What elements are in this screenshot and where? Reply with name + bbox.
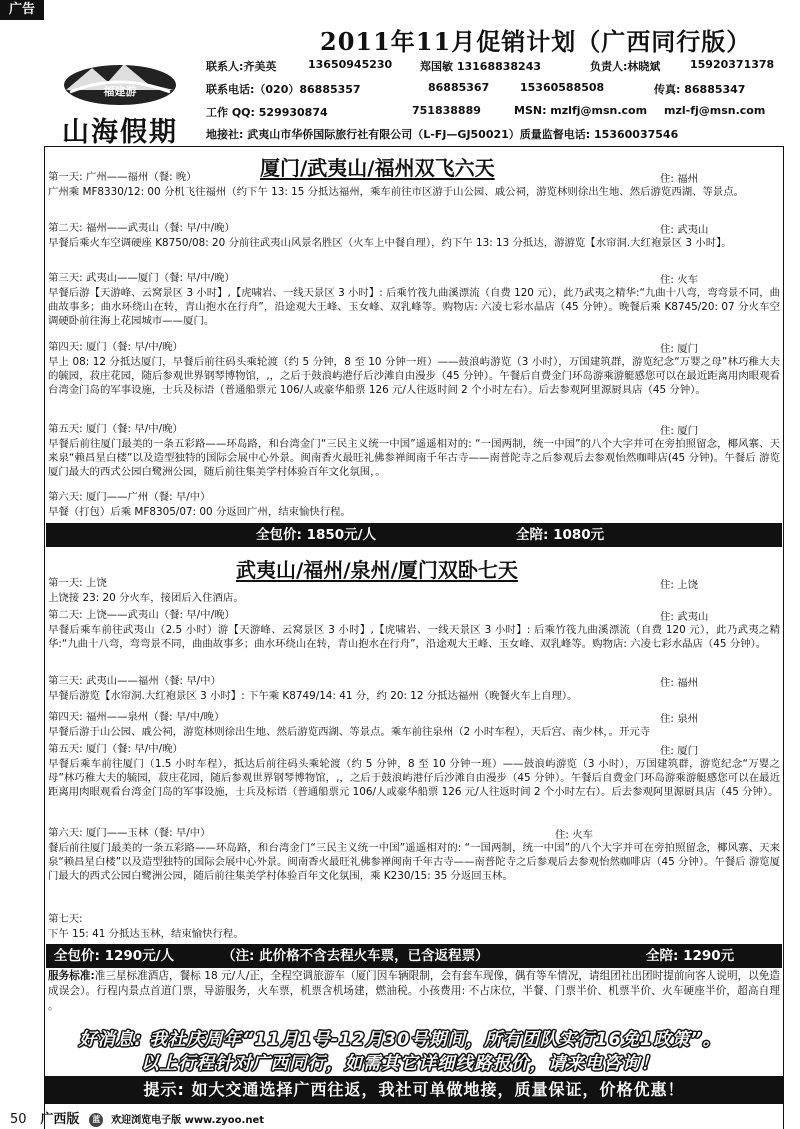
route1-price-bar xyxy=(46,523,782,547)
route1-day2-text: 早餐后乘火车空调硬座 K8750/08: 20 分前往武夷山风景名胜区（火车上中餐自理），约下午 13: 13 分抵达，游游览【水帘洞.大红袍景区 3 小时】。 xyxy=(48,237,732,249)
page-header xyxy=(0,0,800,146)
manager: 负责人:林晓斌 xyxy=(590,60,661,73)
route1-day3-stay: 住: 火车 xyxy=(660,274,698,286)
logo xyxy=(44,58,196,148)
route2-day4-stay: 住: 泉州 xyxy=(660,713,698,725)
route1-day5-text: 早餐后前往厦门最美的一条五彩路——环岛路，和台湾金门“三民主义统一中国”遥遥相对的: “一国两制，统一中国”的八个大字并可在旁拍照留念，椰风寨、天来泉“赖昌星白楼”以及造型独特的国际会展中心外景。闽南香火最旺礼佛参禅闽南千年古寺——南普陀寺之后参观后去参观怡然咖啡店(45 分钟)。午餐后 游览厦门最大的西式公园白鹭洲公园，随后前往集美学村体验百年文化氛围，。 xyxy=(48,438,780,479)
service-text: 准三星标准酒店，餐标 18 元/人/正，全程空调旅游车（厦门因车辆限制，会有套车现像，偶有等车情况，请组团社出团时提前向客人说明，以免造成误会）。行程内景点首道门票，导游服务，火车票，机票含机场建，燃油税。小孩费用: 不占床位，半餐、门票半价、机票半价、火车硬座半价，超高自理 。 xyxy=(48,970,780,1012)
route2-day5-heading: 第五天: 厦门（餐: 早/中/晚） xyxy=(48,743,183,755)
route1-day3-text: 早餐后游【天游峰、云窝景区 3 小时】,【虎啸岩、一线天景区 3 小时】: 后乘竹筏九曲溪漂流（自费 120 元），此乃武夷之精华:“九曲十八弯，弯弯景不同，曲曲故事多；曲水环绕山在转，青山抱水在行舟”，沿途观大王峰、玉女峰、双乳峰等。购物店: 六凌七彩水晶店（45 分钟）。晚餐后乘 K8745/20: 07 分火车空调硬卧前往海上花园城市——厦门。 xyxy=(48,287,780,328)
page-title: 2011年11月促销计划（广西同行版） xyxy=(320,27,752,56)
route2-day7-heading: 第七天: xyxy=(48,913,83,925)
route2-price-bar xyxy=(46,944,782,968)
route1-day5-stay: 住: 厦门 xyxy=(660,425,698,437)
msn-2: mzl-fj@msn.com xyxy=(664,104,766,117)
route2-day2-text: 早餐后乘车前往武夷山（2.5 小时）游【天游峰、云窝景区 3 小时】,【虎啸岩、一线天景区 3 小时】: 后乘竹筏九曲溪漂流（自费 120 元），此乃武夷之精华:“九曲十八弯，弯弯景不同，曲曲故事多；曲水环绕山在转，青山抱水在行舟”，沿途观大王峰、玉女峰、双乳峰等。购物店: 六凌七彩水晶店（45 分钟）。 xyxy=(48,624,780,651)
fax: 传真: 86885347 xyxy=(654,83,746,96)
phone-1: 联系电话:（020）86885357 xyxy=(206,83,361,96)
route2-day5-stay: 住: 厦门 xyxy=(660,745,698,757)
route2-day3-text: 早餐后游览【水帘洞.大红袍景区 3 小时】: 下午乘 K8749/14: 41 分，约 20: 12 分抵达福州（晚餐火车上自理）。 xyxy=(48,690,578,702)
tip-bar: 提示: 如大交通选择广西往返，我社可单做地接，质量保证，价格优惠！ xyxy=(44,1076,784,1104)
route1-day5-heading: 第五天: 厦门（餐: 早/中/晚） xyxy=(48,423,183,435)
route2-day4-heading: 第四天: 福州——泉州（餐: 早/中/晚） xyxy=(48,711,225,723)
route2-day3-stay: 住: 福州 xyxy=(660,677,698,689)
route2-title: 武夷山/福州/泉州/厦门双卧七天 xyxy=(236,558,518,582)
edition-label: 广西版 xyxy=(40,1112,80,1127)
ad-tag: 广告 xyxy=(0,0,44,20)
promo-line-1: 好消息: 我社庆周年“11月1号-12月30号期间，所有团队实行16免1政策”。 xyxy=(78,1030,722,1050)
route2-day5-text: 早餐后乘车前往厦门（1.5 小时车程），抵达后前往码头乘轮渡（约 5 分钟，8 至 10 分钟一班）——鼓浪屿游览（3 小时），万国建筑群，游览纪念“万婴之母”林巧稚大夫的毓园，菽庄花园，随后参观世界钢琴博物馆，,，之后于鼓浪屿港仔后沙滩自由漫步（45 分钟）。午餐后自费金门环岛游乘游艇感您可以在最近距离用肉眼观看台湾金门岛的军事设施，士兵及标语（普通船票元 106/人或豪华船票 126 元/人往返时间 2 个小时左右）。后去参观阿里源厨具店（45 分钟）。 xyxy=(48,758,780,799)
route1-day4-stay: 住: 厦门 xyxy=(660,343,698,355)
contact-phone-1: 13650945230 xyxy=(308,58,393,71)
route2-day7-text: 下午 15: 41 分抵达玉林，结束愉快行程。 xyxy=(48,928,244,940)
page-footer xyxy=(10,1108,264,1127)
route1-price: 全包价: 1850元/人 xyxy=(256,527,377,543)
msn-1: MSN: mzlfj@msn.com xyxy=(514,104,648,117)
logo-emblem-text: 福建游 xyxy=(103,85,137,98)
edition-icon: 蓝 xyxy=(89,1113,103,1127)
work-qq: 工作 QQ: 529930874 xyxy=(206,106,328,119)
contact-person-2: 郑国敏 13168838243 xyxy=(420,60,542,73)
phone-2: 86885367 xyxy=(428,81,490,94)
route1-day2-heading: 第二天: 福州——武夷山（餐: 早/中/晚） xyxy=(48,222,235,234)
manager-phone: 15920371378 xyxy=(690,58,775,71)
work-qq-2: 751838889 xyxy=(412,104,481,117)
promo-line-2: 以上行程针对广西同行，如需其它详细线路报价，请来电咨询！ xyxy=(141,1054,659,1074)
route2-price-note: （注: 此价格不含去程火车票，已含返程票） xyxy=(222,948,489,964)
route2-day4-text: 早餐后游于山公园、戚公祠，游览林则徐出生地、然后游览西湖、等景点。乘车前往泉州（2 小时车程），天后宫、南少林，。开元寺 xyxy=(48,726,651,738)
route1-day6-heading: 第六天: 厦门——广州（餐: 早/中） xyxy=(48,491,211,503)
route1-price-full: 全陪: 1080元 xyxy=(516,527,605,543)
route1-day4-text: 早上 08: 12 分抵达厦门，早餐后前往码头乘轮渡（约 5 分钟，8 至 10 分钟一班）——鼓浪屿游览（3 小时），万国建筑群，游览纪念“万婴之母”林巧稚大夫的毓园，菽庄花园，随后参观世界钢琴博物馆，,，之后于鼓浪屿港仔后沙滩自由漫步（45 分钟）。午餐后自费金门环岛游乘游艇感您可以在最近距离用肉眼观看台湾金门岛的军事设施，士兵及标语（普通船票元 106/人或豪华船票 126 元/人往返时间 2 个小时左右）。后去参观阿里源厨具店（45 分钟）。 xyxy=(48,356,780,397)
route2-day1-heading: 第一天: 上饶 xyxy=(48,577,107,589)
service-label: 服务标准: xyxy=(48,970,95,982)
route1-day6-text: 早餐（打包）后乘 MF8305/07: 00 分返回广州，结束愉快行程。 xyxy=(48,506,351,518)
service-standards xyxy=(48,969,780,1014)
website-text[interactable]: 欢迎浏览电子版 www.zyoo.net xyxy=(111,1115,265,1126)
route1-day1-heading: 第一天: 广州——福州（餐: 晚） xyxy=(48,171,197,183)
logo-text: 山海假期 xyxy=(62,117,178,148)
route2-day3-heading: 第三天: 武夷山——福州（餐: 早/中） xyxy=(48,675,221,687)
route2-day6-text: 餐后前往厦门最美的一条五彩路——环岛路，和台湾金门“三民主义统一中国”遥遥相对的: “一国两制，统一中国”的八个大字并可在旁拍照留念，椰风寨、天来泉“赖昌星白楼”以及造型独特的国际会展中心外景。闽南香火最旺礼佛参禅闽南千年古寺——南普陀寺之后参观后去参观怡然咖啡店（45 分钟）。午餐后 游览厦门最大的西式公园白鹭洲公园，随后前往集美学村体验百年文化氛围，乘 K230/15: 35 分返回玉林。 xyxy=(48,842,780,883)
route1-day1-text: 广州乘 MF8330/12: 00 分机飞往福州（约下午 13: 15 分抵达福州，乘车前往市区游于山公园、戚公祠，游览林则徐出生地、然后游览西湖、等景点。 xyxy=(48,186,745,198)
route2-price: 全包价: 1290元/人 xyxy=(54,948,175,964)
route2-day1-stay: 住: 上饶 xyxy=(660,579,698,591)
route1-day2-stay: 住: 武夷山 xyxy=(660,224,709,236)
route1-day1-stay: 住: 福州 xyxy=(660,173,698,185)
page-number: 50 xyxy=(10,1112,27,1127)
route2-day6-heading: 第六天: 厦门——玉林（餐: 早/中） xyxy=(48,827,211,839)
phone-3: 15360588508 xyxy=(520,81,605,94)
mountain-logo-icon xyxy=(62,60,178,106)
address: 地接社: 武夷山市华侨国际旅行社有限公司（L-FJ—GJ50021）质量监督电话: 15360037546 xyxy=(206,128,679,141)
route2-day1-text: 上饶接 23: 20 分火车，接团后入住酒店。 xyxy=(48,592,244,604)
route2-day2-heading: 第二天: 上饶——武夷山（餐: 早/中/晚） xyxy=(48,609,235,621)
route1-title: 厦门/武夷山/福州双飞六天 xyxy=(260,156,495,180)
route1-day3-heading: 第三天: 武夷山——厦门（餐: 早/中/晚） xyxy=(48,272,235,284)
route2-day2-stay: 住: 武夷山 xyxy=(660,611,709,623)
route1-day4-heading: 第四天: 厦门（餐: 早/中/晚） xyxy=(48,341,183,353)
route2-day6-stay: 住: 火车 xyxy=(555,829,593,841)
route2-price-full: 全陪: 1290元 xyxy=(646,948,735,964)
contact-person: 联系人:齐美英 xyxy=(206,60,277,73)
